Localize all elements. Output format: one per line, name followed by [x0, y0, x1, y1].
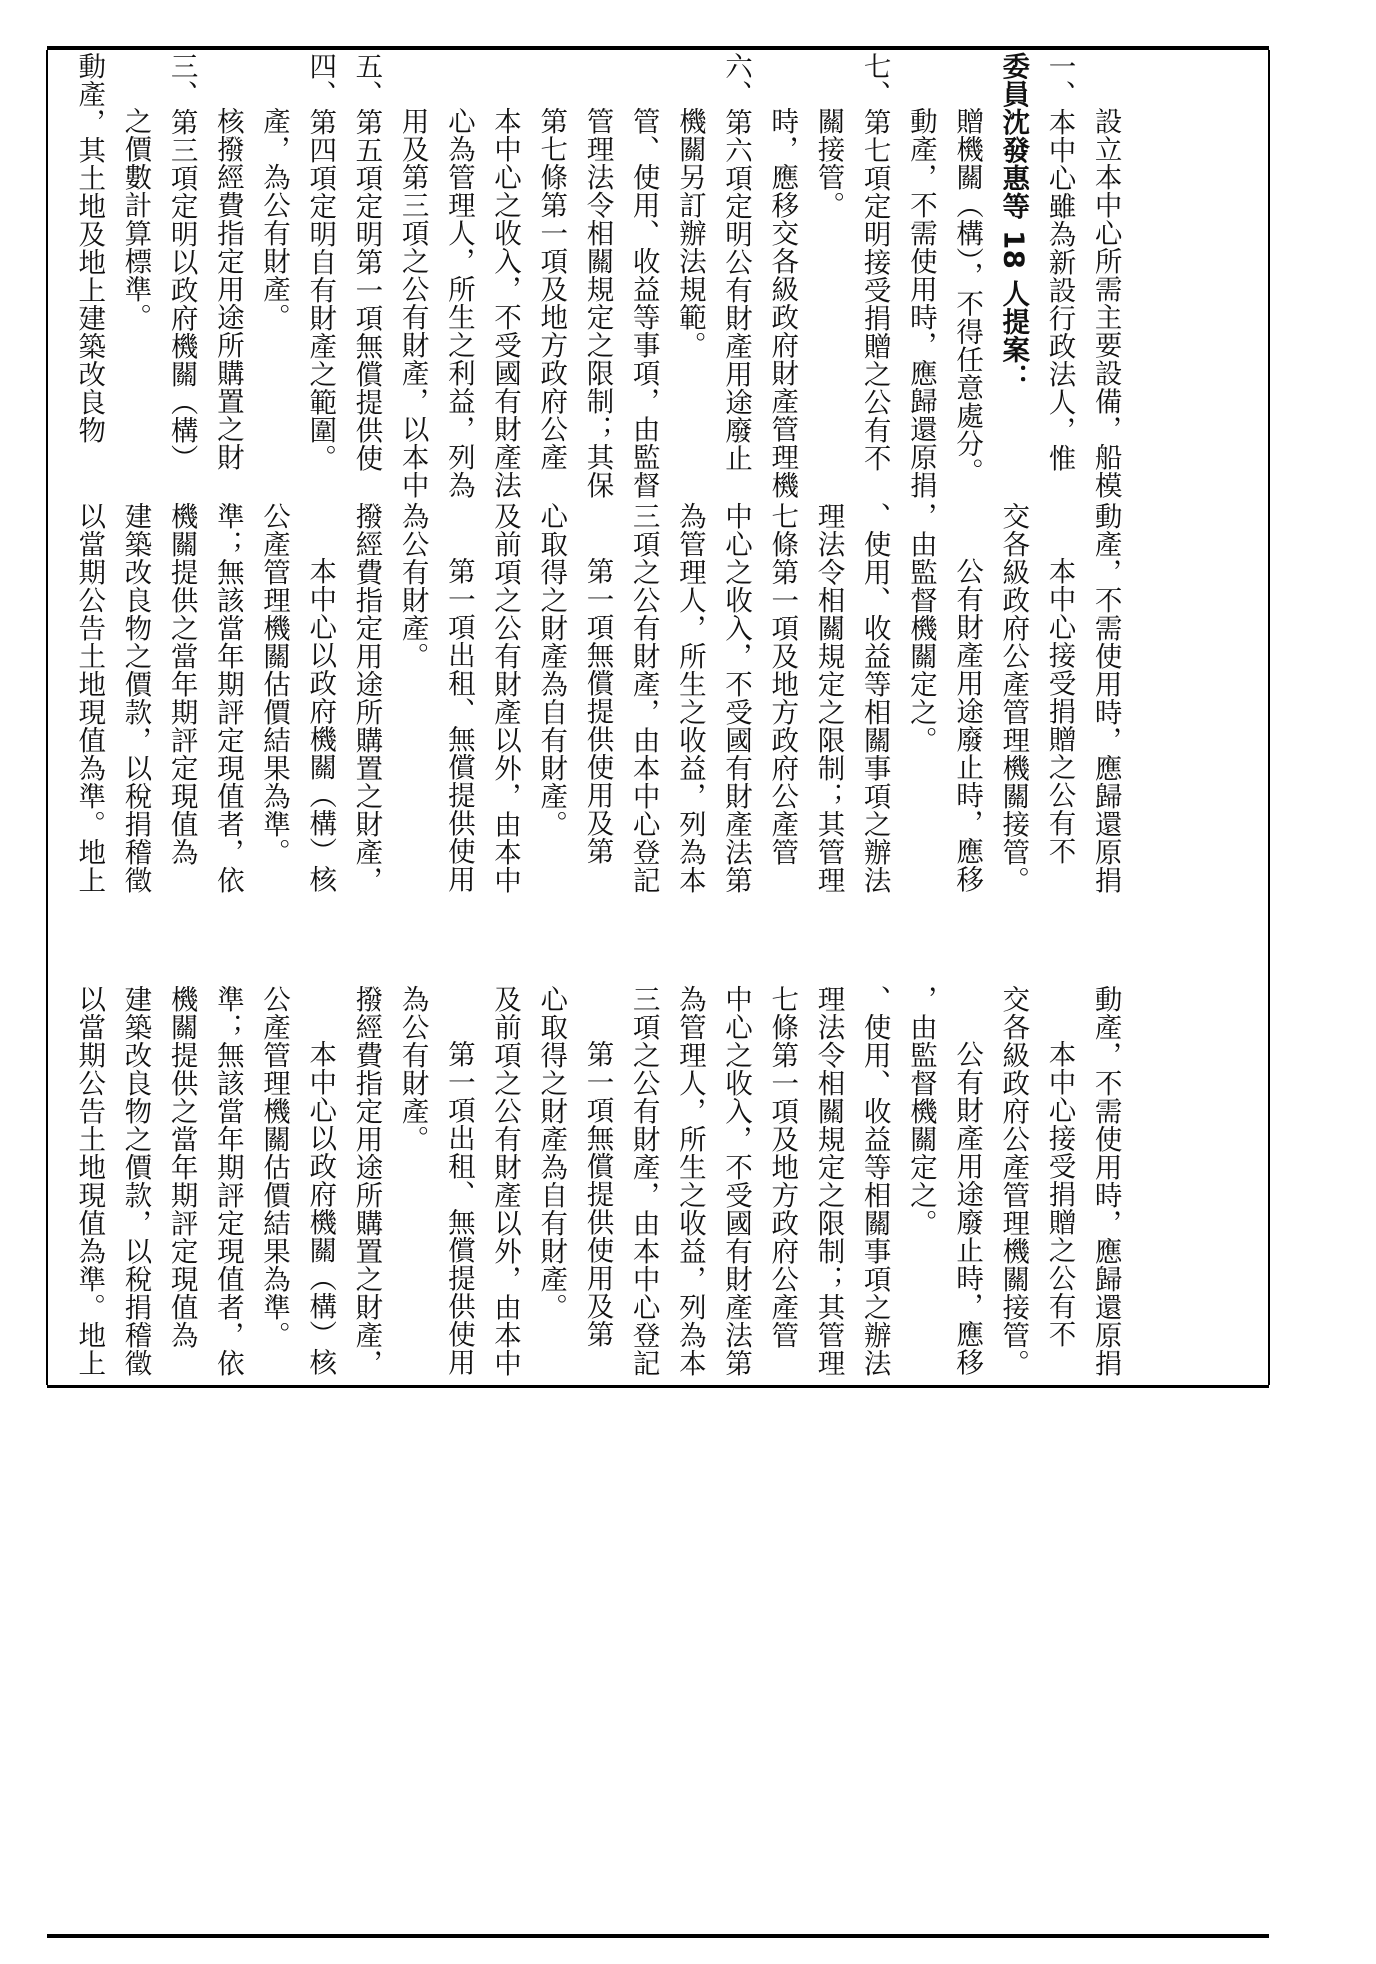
- text-line: 公產管理機關估價結果為準。: [258, 985, 291, 1349]
- text-line: 本中心以政府機關（構）核: [304, 557, 337, 893]
- text-line: 本中心接受捐贈之公有不: [1043, 1040, 1076, 1348]
- text-line: 五、第五項定明第一項無償提供使: [350, 52, 383, 472]
- text-line: 之價數計算標準。: [119, 107, 152, 331]
- text-line: 管理法令相關規定之限制；其保: [581, 107, 614, 499]
- text-line: 公有財產用途廢止時，應移: [951, 557, 984, 893]
- text-line: 三、第三項定明以政府機關（構）: [165, 52, 198, 472]
- text-line: 一、本中心雖為新設行政法人，惟: [1043, 52, 1076, 472]
- text-line: 六、第六項定明公有財產用途廢止: [720, 52, 753, 472]
- text-line: 公產管理機關估價結果為準。: [258, 502, 291, 866]
- text-line: 機關提供之當年期評定現值為: [165, 985, 198, 1349]
- text-line: 動產，不需使用時，應歸還原捐: [1089, 985, 1122, 1377]
- text-line: 贈機關（構），不得任意處分。: [951, 107, 984, 486]
- text-line: 第一項出租、無償提供使用: [442, 1040, 475, 1376]
- text-line: 交各級政府公產管理機關接管。: [997, 502, 1030, 894]
- text-line: 中心之收入，不受國有財產法第: [720, 502, 753, 894]
- column-amendment-text: [66, 502, 1256, 982]
- text-line: 建築改良物之價款，以稅捐稽徵: [119, 502, 152, 894]
- text-line: 本中心之收入，不受國有財產法: [489, 107, 522, 499]
- text-line: 理法令相關規定之限制；其管理: [812, 985, 845, 1377]
- text-line: 產，為公有財產。: [258, 107, 291, 331]
- text-line: 四、第四項定明自有財產之範圍。: [304, 52, 337, 472]
- text-line: 及前項之公有財產以外，由本中: [489, 502, 522, 894]
- text-line: 七條第一項及地方政府公產管: [766, 985, 799, 1349]
- column-current-text: [66, 985, 1256, 1380]
- text-line: 機關提供之當年期評定現值為: [165, 502, 198, 866]
- text-line: 準；無該當年期評定現值者，依: [211, 985, 244, 1377]
- text-line: 委員沈發惠等 18 人提案：: [997, 52, 1030, 392]
- text-line: 機關另訂辦法規範。: [673, 107, 706, 359]
- text-line: 以當期公告土地現值為準。地上: [73, 502, 106, 894]
- text-line: 動產，不需使用時，應歸還原捐: [1089, 502, 1122, 894]
- column-divider: [1268, 50, 1270, 1385]
- text-line: 設立本中心所需主要設備，船模: [1089, 107, 1122, 499]
- text-line: 用及第三項之公有財產，以本中: [396, 107, 429, 499]
- text-line: 及前項之公有財產以外，由本中: [489, 985, 522, 1377]
- bottom-rule: [47, 1934, 1269, 1938]
- text-line: 第一項無償提供使用及第: [581, 557, 614, 865]
- text-line: 交各級政府公產管理機關接管。: [997, 985, 1030, 1377]
- text-line: 為公有財產。: [396, 985, 429, 1153]
- text-line: 、使用、收益等相關事項之辦法: [858, 502, 891, 894]
- text-line: 三項之公有財產，由本中心登記: [627, 985, 660, 1377]
- text-line: 核撥經費指定用途所購置之財: [211, 107, 244, 471]
- text-line: 撥經費指定用途所購置之財產，: [350, 502, 383, 894]
- text-line: 建築改良物之價款，以稅捐稽徵: [119, 985, 152, 1377]
- text-line: 準；無該當年期評定現值者，依: [211, 502, 244, 894]
- text-line: 公有財產用途廢止時，應移: [951, 1040, 984, 1376]
- text-line: 心為管理人，所生之利益，列為: [442, 107, 475, 499]
- text-line: 撥經費指定用途所購置之財產，: [350, 985, 383, 1377]
- text-line: ，由監督機關定之。: [904, 502, 937, 754]
- text-line: 關接管。: [812, 107, 845, 219]
- text-line: 心取得之財產為自有財產。: [535, 502, 568, 838]
- text-line: ，由監督機關定之。: [904, 985, 937, 1237]
- text-line: 動產，其土地及地上建築改良物: [73, 52, 106, 444]
- text-line: 為管理人，所生之收益，列為本: [673, 502, 706, 894]
- text-line: 管、使用、收益等事項，由監督: [627, 107, 660, 499]
- text-line: 理法令相關規定之限制；其管理: [812, 502, 845, 894]
- text-line: 為管理人，所生之收益，列為本: [673, 985, 706, 1377]
- top-rule: [47, 46, 1269, 50]
- text-line: 第一項出租、無償提供使用: [442, 557, 475, 893]
- middle-rule: [47, 1385, 1269, 1388]
- text-line: 第一項無償提供使用及第: [581, 1040, 614, 1348]
- text-line: 第七條第一項及地方政府公產: [535, 107, 568, 471]
- text-line: 七條第一項及地方政府公產管: [766, 502, 799, 866]
- column-divider: [46, 50, 48, 1385]
- text-line: 七、第七項定明接受捐贈之公有不: [858, 52, 891, 472]
- column-explanation: [66, 52, 1256, 497]
- text-line: 時，應移交各級政府財產管理機: [766, 107, 799, 499]
- text-line: 本中心以政府機關（構）核: [304, 1040, 337, 1376]
- text-line: 為公有財產。: [396, 502, 429, 670]
- text-line: 、使用、收益等相關事項之辦法: [858, 985, 891, 1377]
- text-line: 動產，不需使用時，應歸還原捐: [904, 107, 937, 499]
- text-line: 心取得之財產為自有財產。: [535, 985, 568, 1321]
- text-line: 三項之公有財產，由本中心登記: [627, 502, 660, 894]
- text-line: 本中心接受捐贈之公有不: [1043, 557, 1076, 865]
- text-line: 中心之收入，不受國有財產法第: [720, 985, 753, 1377]
- text-line: 以當期公告土地現值為準。地上: [73, 985, 106, 1377]
